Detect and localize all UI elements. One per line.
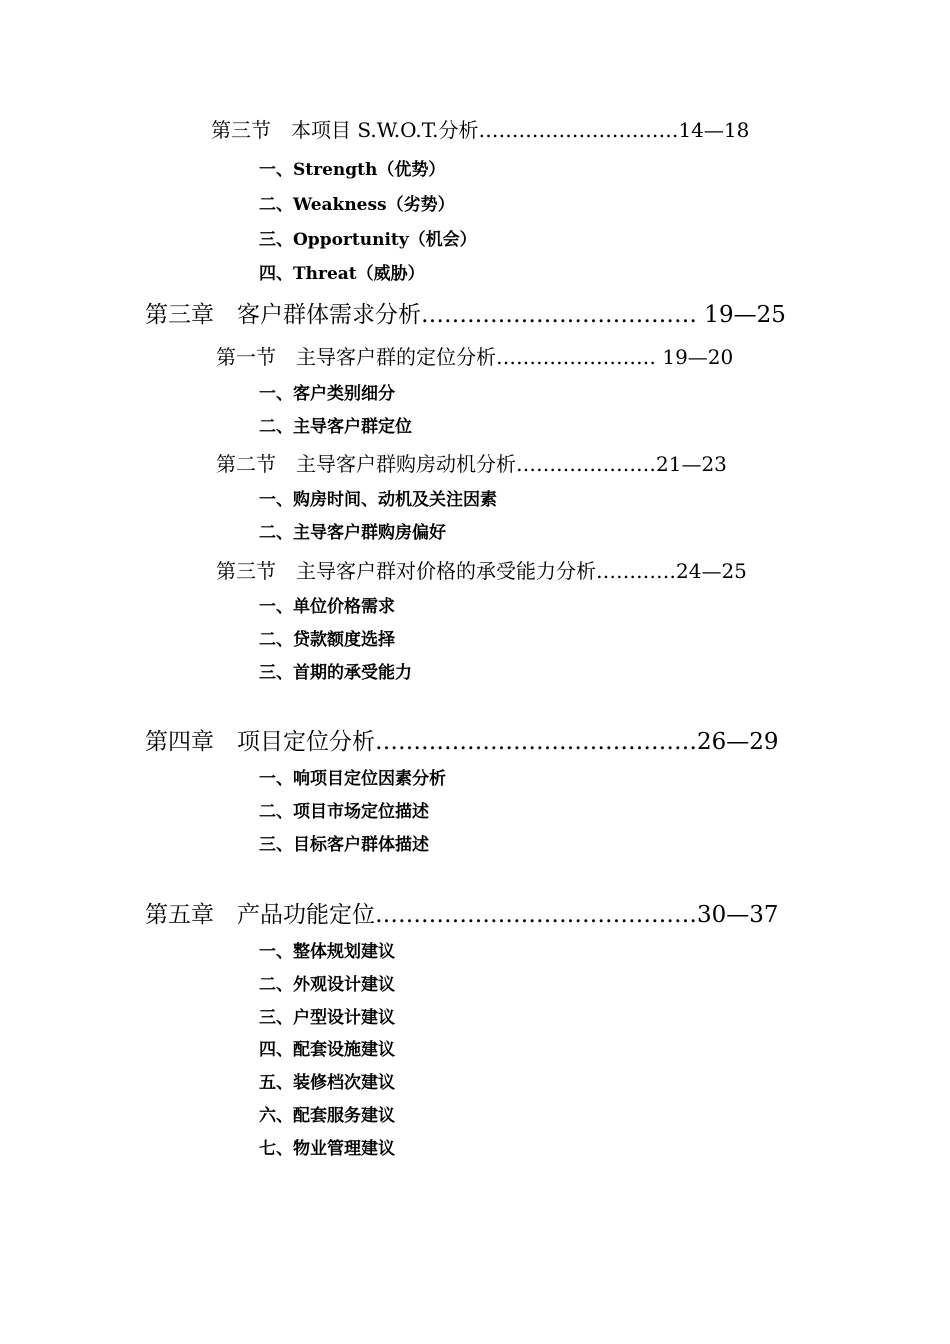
toc-item[interactable]: 二、主导客户群定位	[259, 417, 412, 437]
toc-item[interactable]: 三、首期的承受能力	[259, 663, 412, 683]
toc-item[interactable]: 三、目标客户群体描述	[259, 835, 429, 855]
toc-chapter-4[interactable]: 第四章 项目定位分析……………………………………26—29	[145, 729, 779, 755]
toc-item[interactable]: 一、响项目定位因素分析	[259, 769, 446, 789]
toc-chapter3-section-1[interactable]: 第一节 主导客户群的定位分析…………………… 19—20	[216, 345, 734, 369]
toc-item[interactable]: 四、配套设施建议	[259, 1040, 395, 1060]
toc-item[interactable]: 六、配套服务建议	[259, 1106, 395, 1126]
toc-item[interactable]: 二、项目市场定位描述	[259, 802, 429, 822]
toc-item[interactable]: 五、装修档次建议	[259, 1073, 395, 1093]
toc-item[interactable]: 二、外观设计建议	[259, 975, 395, 995]
toc-chapter3-section-2[interactable]: 第二节 主导客户群购房动机分析…………………21—23	[216, 452, 727, 476]
toc-chapter3-section-3[interactable]: 第三节 主导客户群对价格的承受能力分析…………24—25	[216, 559, 747, 583]
toc-section-swot[interactable]: 第三节 本项目 S.W.O.T.分析…………………………14—18	[211, 118, 750, 142]
toc-item-opportunity[interactable]: 三、Opportunity（机会）	[259, 230, 477, 250]
toc-chapter-3[interactable]: 第三章 客户群体需求分析……………………………… 19—25	[145, 302, 786, 328]
toc-chapter-5[interactable]: 第五章 产品功能定位……………………………………30—37	[145, 902, 779, 928]
toc-item[interactable]: 一、购房时间、动机及关注因素	[259, 490, 497, 510]
toc-item[interactable]: 一、客户类别细分	[259, 384, 395, 404]
toc-item[interactable]: 二、主导客户群购房偏好	[259, 523, 446, 543]
toc-item[interactable]: 一、整体规划建议	[259, 942, 395, 962]
toc-item[interactable]: 二、贷款额度选择	[259, 630, 395, 650]
toc-item-threat[interactable]: 四、Threat（威胁）	[259, 264, 425, 284]
toc-item[interactable]: 一、单位价格需求	[259, 597, 395, 617]
toc-item-weakness[interactable]: 二、Weakness（劣势）	[259, 195, 455, 215]
toc-item[interactable]: 三、户型设计建议	[259, 1008, 395, 1028]
toc-item-strength[interactable]: 一、Strength（优势）	[259, 160, 446, 180]
toc-item[interactable]: 七、物业管理建议	[259, 1139, 395, 1159]
